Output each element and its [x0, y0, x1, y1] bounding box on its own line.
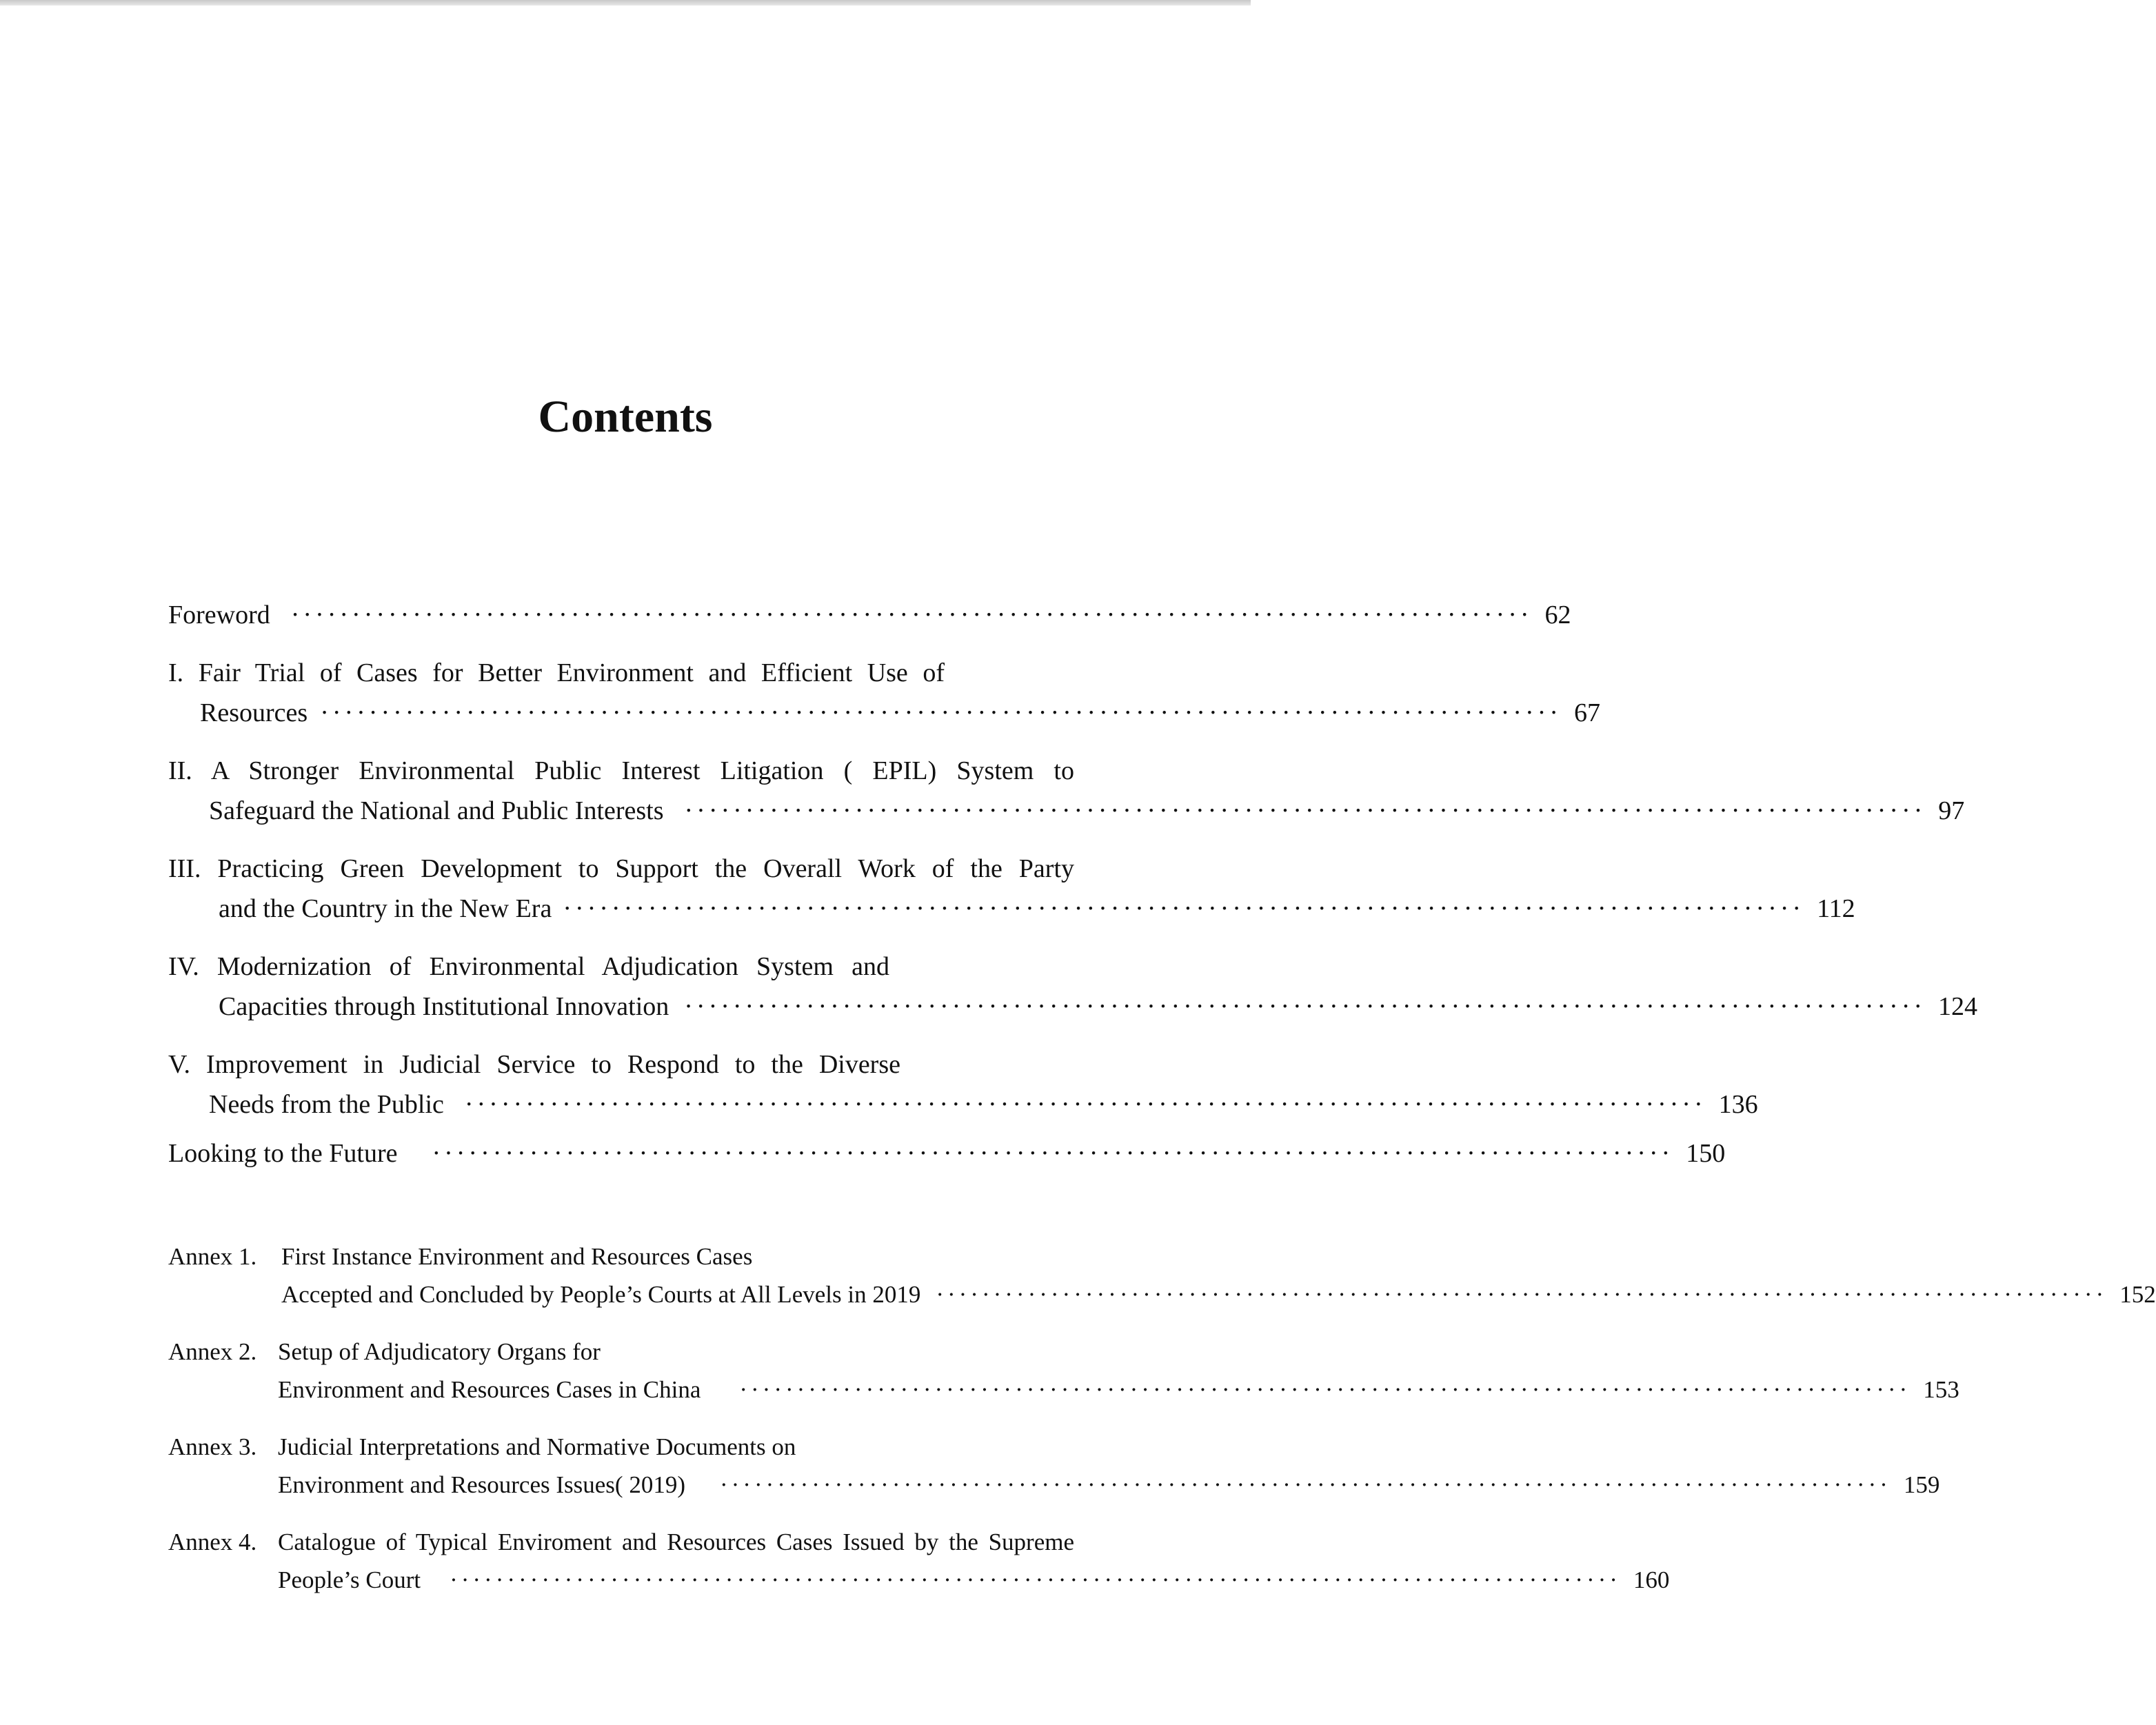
leader-dots: ······································································································ — [450, 1566, 1621, 1593]
leader-dots: ······································································································ — [432, 1139, 1674, 1168]
toc-page-number: 67 — [1573, 698, 1600, 727]
annex-1-line1[interactable]: First Instance Environment and Resources Cases — [281, 1243, 753, 1270]
annex-entry-1[interactable] — [281, 1281, 2156, 1329]
toc-page-number: 136 — [1718, 1090, 1758, 1119]
annex-entry-2[interactable] — [278, 1376, 1959, 1424]
leader-dots: ······································································································ — [684, 796, 1926, 825]
annex-entry-3[interactable] — [278, 1471, 1940, 1520]
toc-page-number: 124 — [1938, 992, 1978, 1021]
toc-entry-2-line1[interactable]: II. A Stronger Environmental Public Interest Litigation ( EPIL) System to — [168, 756, 1074, 785]
toc-entry-foreword[interactable] — [168, 600, 1571, 648]
toc-page-number: 150 — [1686, 1139, 1726, 1168]
annex-2-line1[interactable]: Setup of Adjudicatory Organs for — [278, 1338, 601, 1365]
toc-entry-1-line1[interactable]: I. Fair Trial of Cases for Better Environment and Efficient Use of — [168, 658, 945, 687]
toc-entry-label: and the Country in the New Era — [219, 894, 552, 923]
annex-1-prefix: Annex 1. — [168, 1243, 257, 1270]
leader-dots: ······································································································ — [563, 894, 1805, 923]
toc-page-number: 97 — [1938, 796, 1965, 825]
toc-entry-label: Resources — [200, 698, 308, 727]
toc-entry-3-line1[interactable]: III. Practicing Green Development to Support the Overall Work of the Party — [168, 854, 1074, 883]
toc-page-number: 159 — [1903, 1471, 1940, 1498]
toc-entry-label: Environment and Resources Cases in China — [278, 1376, 701, 1403]
toc-entry-label: Capacities through Institutional Innovation — [219, 992, 669, 1021]
leader-dots: ······································································································ — [739, 1376, 1911, 1403]
leader-dots: ······································································································ — [936, 1281, 2108, 1308]
toc-entry-label: Foreword — [168, 601, 270, 629]
toc-page-number: 153 — [1923, 1376, 1959, 1403]
annex-entry-4[interactable] — [278, 1566, 1670, 1615]
toc-page-number: 112 — [1817, 894, 1855, 923]
toc-entry-5-line1[interactable]: V. Improvement in Judicial Service to Respond to the Diverse — [168, 1050, 900, 1079]
leader-dots: ······································································································ — [320, 698, 1562, 727]
toc-entry-label: Accepted and Concluded by People’s Courts at All Levels in 2019 — [281, 1281, 921, 1308]
annex-4-line1[interactable]: Catalogue of Typical Enviroment and Resources Cases Issued by the Supreme — [278, 1529, 1074, 1555]
toc-entry-label: Safeguard the National and Public Interests — [209, 796, 664, 825]
toc-entry-label: Looking to the Future — [168, 1139, 398, 1168]
annex-4-prefix: Annex 4. — [168, 1529, 257, 1555]
toc-page-number: 160 — [1633, 1566, 1670, 1593]
toc-entry-label: Needs from the Public — [209, 1090, 444, 1119]
toc-entry-2[interactable] — [209, 796, 1965, 844]
toc-page-number: 152 — [2119, 1281, 2156, 1308]
toc-entry-3[interactable] — [219, 894, 1855, 942]
leader-dots: ······································································································ — [719, 1471, 1891, 1498]
toc-page-number: 62 — [1544, 601, 1571, 629]
toc-entry-looking-to-the-future[interactable] — [168, 1138, 1726, 1187]
annex-2-prefix: Annex 2. — [168, 1338, 257, 1365]
annex-3-prefix: Annex 3. — [168, 1433, 257, 1460]
annex-3-line1[interactable]: Judicial Interpretations and Normative Documents on — [278, 1433, 796, 1460]
toc-entry-5[interactable] — [209, 1089, 1758, 1138]
leader-dots: ······································································································ — [290, 601, 1533, 629]
toc-entry-label: Environment and Resources Issues( 2019) — [278, 1471, 685, 1498]
toc-entry-4[interactable] — [219, 991, 1978, 1040]
toc-entry-label: People’s Court — [278, 1566, 421, 1593]
toc-entry-1[interactable] — [200, 698, 1600, 746]
leader-dots: ······································································································ — [464, 1090, 1706, 1119]
window-top-edge — [0, 0, 1251, 6]
toc-entry-4-line1[interactable]: IV. Modernization of Environmental Adjudication System and — [168, 952, 889, 981]
page-title: Contents — [538, 392, 713, 442]
leader-dots: ······································································································ — [684, 992, 1926, 1021]
